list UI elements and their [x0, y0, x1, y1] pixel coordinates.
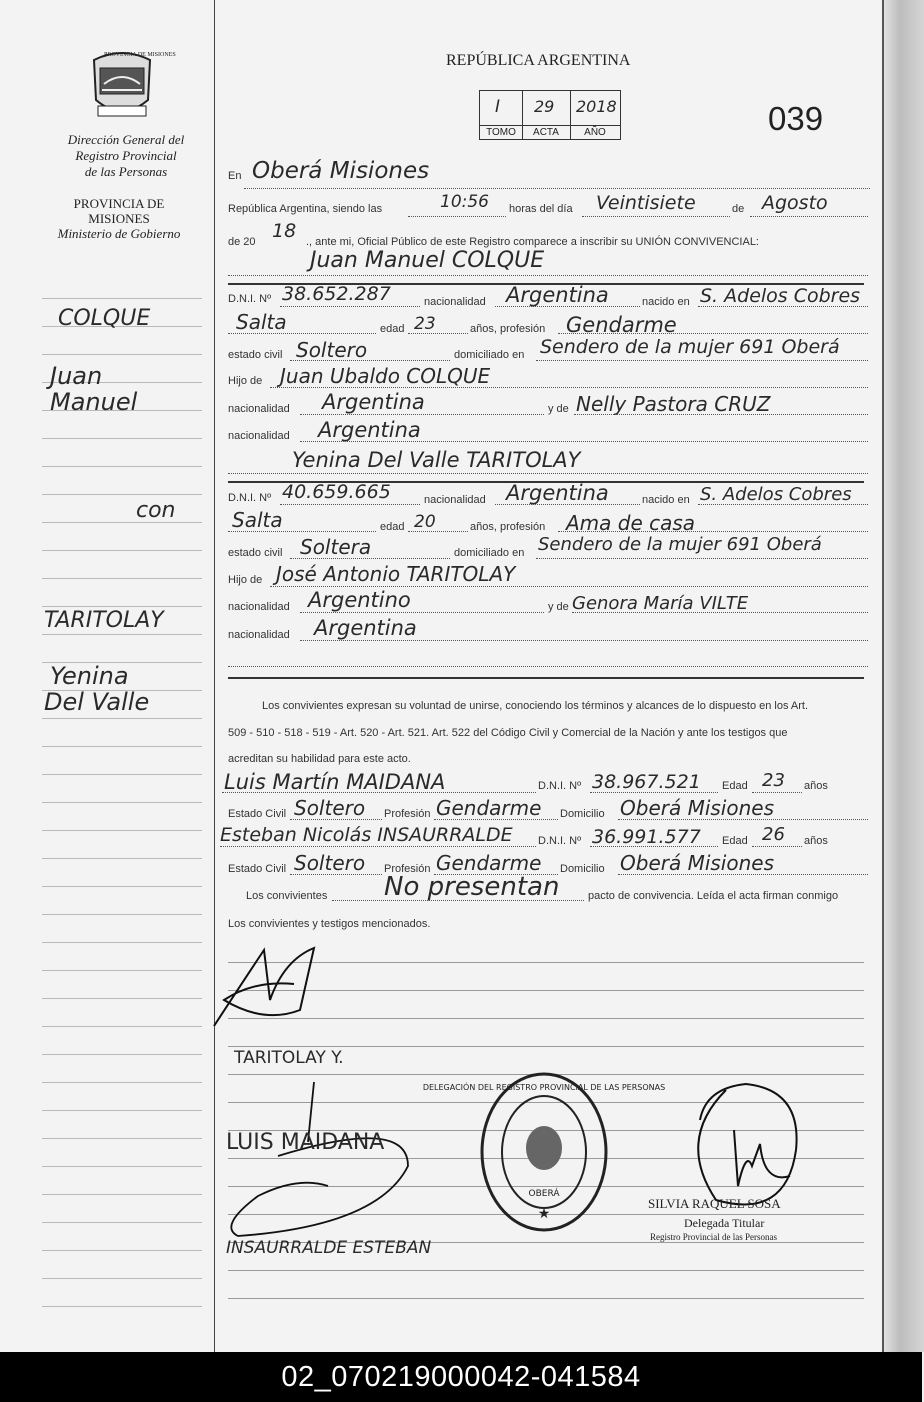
w1-estado-value: Soltero: [294, 796, 366, 820]
signature-taritolay: TARITOLAY Y.: [234, 1048, 344, 1068]
w2-domicilio-value: Oberá Misiones: [620, 851, 775, 875]
p2-edad-label: edad: [380, 521, 405, 533]
en-label: En: [228, 170, 242, 182]
p1-profesion-label: años, profesión: [470, 323, 546, 335]
margin-surname-2: TARITOLAY: [44, 608, 164, 633]
acta-label: ACTA: [522, 125, 570, 139]
p2-nacido-label: nacido en: [642, 494, 690, 506]
person2-full-name: Yenina Del Valle TARITOLAY: [292, 448, 581, 472]
hours-text: horas del día: [509, 203, 573, 215]
official-name: SILVIA RAQUEL SOSA: [648, 1196, 781, 1211]
w2-edad-value: 26: [762, 824, 785, 845]
w1-profesion-label: Profesión: [384, 808, 431, 820]
p1-nacionalidad-value: Argentina: [506, 283, 609, 307]
p2-profesion-label: años, profesión: [470, 521, 546, 533]
p1-edad-label: edad: [380, 323, 405, 335]
p2-nacido-value: S. Adelos Cobres: [700, 484, 852, 505]
w1-domicilio-label: Domicilio: [560, 808, 605, 820]
acta-value: 29: [534, 97, 555, 116]
p2-estado-label: estado civil: [228, 547, 283, 559]
p2-padre-nac-value: Argentino: [308, 588, 411, 612]
year-suffix: 18: [272, 220, 297, 242]
p1-province-value: Salta: [236, 310, 287, 334]
witness1-name: Luis Martín MAIDANA: [224, 770, 446, 794]
logo-text: PROVINCIA DE MISIONES: [104, 52, 176, 58]
p2-madre-nac-label: nacionalidad: [228, 629, 290, 641]
p1-padre-value: Juan Ubaldo COLQUE: [280, 364, 491, 388]
w1-dni-label: D.N.I. Nº: [538, 780, 582, 792]
p2-dni-label: D.N.I. Nº: [228, 492, 272, 504]
p1-padre-nac-label: nacionalidad: [228, 403, 290, 415]
margin-surname-1: COLQUE: [58, 306, 151, 331]
official-agency: Registro Provincial de las Personas: [650, 1232, 777, 1242]
p2-estado-value: Soltera: [300, 535, 372, 559]
de-label: de: [732, 203, 745, 215]
w2-edad-label: Edad: [722, 835, 748, 847]
p2-yde-label: y de: [548, 601, 569, 613]
p2-padre-value: José Antonio TARITOLAY: [276, 562, 516, 586]
province-emblem-logo: [88, 50, 156, 126]
p2-domicilio-label: domiciliado en: [454, 547, 525, 559]
w2-anos-label: años: [804, 835, 828, 847]
margin-firstname-1a: Juan: [50, 362, 103, 390]
tomo-label: TOMO: [480, 125, 522, 139]
p1-domicilio-label: domiciliado en: [454, 349, 525, 361]
p2-province-value: Salta: [232, 508, 283, 532]
time-value: 10:56: [440, 192, 489, 212]
official-seal-stamp: [422, 1070, 666, 1234]
p1-yde-label: y de: [548, 403, 569, 415]
margin-firstname-2b: Del Valle: [44, 688, 150, 716]
month-value: Agosto: [762, 192, 828, 214]
p2-padre-nac-label: nacionalidad: [228, 601, 290, 613]
seal-city: OBERÁ: [528, 1189, 560, 1199]
pact-prefix: Los convivientes: [246, 890, 328, 902]
w1-profesion-value: Gendarme: [436, 796, 542, 820]
signature-maidana-text: LUIS MAIDANA: [226, 1130, 385, 1155]
witness2-name: Esteban Nicolás INSAURRALDE: [220, 824, 513, 846]
seal-star-icon: ★: [537, 1205, 551, 1221]
place-value: Oberá Misiones: [252, 158, 430, 184]
margin-con: con: [136, 498, 176, 523]
margin-firstname-1b: Manuel: [50, 388, 138, 416]
ano-label: AÑO: [570, 125, 620, 139]
agency-name: Dirección General del Registro Provincial de las Personas: [67, 132, 185, 179]
signature-insaurralde-text: INSAURRALDE ESTEBAN: [226, 1238, 432, 1258]
p1-profesion-value: Gendarme: [566, 313, 677, 337]
pact-value: No presentan: [384, 872, 560, 902]
p1-hijo-label: Hijo de: [228, 375, 263, 387]
p1-estado-label: estado civil: [228, 349, 283, 361]
signature-maidana: [218, 1076, 418, 1246]
signature-colque: [204, 940, 334, 1032]
w2-dni-value: 36.991.577: [592, 826, 701, 848]
document-id-footer: 02_070219000042-041584: [0, 1352, 922, 1402]
w2-domicilio-label: Domicilio: [560, 863, 605, 875]
p1-madre-value: Nelly Pastora CRUZ: [576, 392, 771, 416]
w1-domicilio-value: Oberá Misiones: [620, 796, 775, 820]
record-index-box: [479, 90, 621, 140]
p2-hijo-label: Hijo de: [228, 574, 263, 586]
p1-domicilio-value: Sendero de la mujer 691 Oberá: [540, 336, 840, 358]
w2-dni-label: D.N.I. Nº: [538, 835, 582, 847]
pact-suffix: pacto de convivencia. Leída el acta firman conmigo: [588, 890, 839, 902]
w1-dni-value: 38.967.521: [592, 771, 701, 793]
appear-text: ., ante mi, Oficial Público de este Registro comparece a inscribir su UNIÓN CONVIVENCIAL:: [306, 236, 759, 248]
margin-divider: [214, 0, 215, 1352]
year-prefix: de 20: [228, 236, 256, 248]
seal-outer-text: DELEGACIÓN DEL REGISTRO PROVINCIAL DE LAS PERSONAS: [422, 1083, 666, 1092]
w1-edad-label: Edad: [722, 780, 748, 792]
republic-text: República Argentina, siendo las: [228, 203, 383, 215]
p2-domicilio-value: Sendero de la mujer 691 Oberá: [538, 534, 822, 555]
declaration-line2: 509 - 510 - 518 - 519 - Art. 520 - Art. 521. Art. 522 del Código Civil y Comercial de la Nación y ante los testigos que: [228, 727, 788, 739]
record-number: 039: [768, 100, 824, 137]
w2-profesion-label: Profesión: [384, 863, 431, 875]
w2-profesion-value: Gendarme: [436, 851, 542, 875]
p2-nacionalidad-value: Argentina: [506, 481, 609, 505]
p2-edad-value: 20: [414, 512, 436, 532]
day-value: Veintisiete: [596, 192, 696, 214]
p1-edad-value: 23: [414, 314, 436, 334]
p2-dni-value: 40.659.665: [282, 481, 391, 503]
official-title: Delegada Titular: [684, 1216, 765, 1230]
p2-nacionalidad-label: nacionalidad: [424, 494, 486, 506]
p2-profesion-value: Ama de casa: [566, 511, 696, 535]
p1-estado-value: Soltero: [296, 338, 368, 362]
p1-madre-nac-label: nacionalidad: [228, 430, 290, 442]
person1-full-name: Juan Manuel COLQUE: [310, 248, 545, 273]
p1-madre-nac-value: Argentina: [318, 418, 421, 442]
w1-anos-label: años: [804, 780, 828, 792]
p1-dni-value: 38.652.287: [282, 283, 391, 305]
p2-madre-nac-value: Argentina: [314, 616, 417, 640]
pact-line2: Los convivientes y testigos mencionados.: [228, 918, 431, 930]
ano-value: 2018: [576, 97, 617, 116]
province-name: PROVINCIA DE MISIONES Ministerio de Gobierno: [57, 196, 181, 241]
p1-nacido-value: S. Adelos Cobres: [700, 285, 861, 307]
p1-padre-nac-value: Argentina: [322, 390, 425, 414]
tomo-value: I: [495, 97, 501, 117]
page-edge: [882, 0, 924, 1352]
w2-estado-label: Estado Civil: [228, 863, 287, 875]
w1-estado-label: Estado Civil: [228, 808, 287, 820]
declaration-line3: acreditan su habilidad para este acto.: [228, 753, 411, 765]
declaration-line1: Los convivientes expresan su voluntad de unirse, conociendo los términos y alcances de lo dispuesto en los Art.: [262, 700, 809, 712]
margin-firstname-2a: Yenina: [50, 662, 129, 690]
w1-edad-value: 23: [762, 770, 785, 791]
p1-nacionalidad-label: nacionalidad: [424, 296, 486, 308]
w2-estado-value: Soltero: [294, 851, 366, 875]
p2-madre-value: Genora María VILTE: [572, 593, 749, 614]
republic-title: REPÚBLICA ARGENTINA: [446, 52, 631, 69]
p1-nacido-label: nacido en: [642, 296, 690, 308]
p1-dni-label: D.N.I. Nº: [228, 293, 272, 305]
